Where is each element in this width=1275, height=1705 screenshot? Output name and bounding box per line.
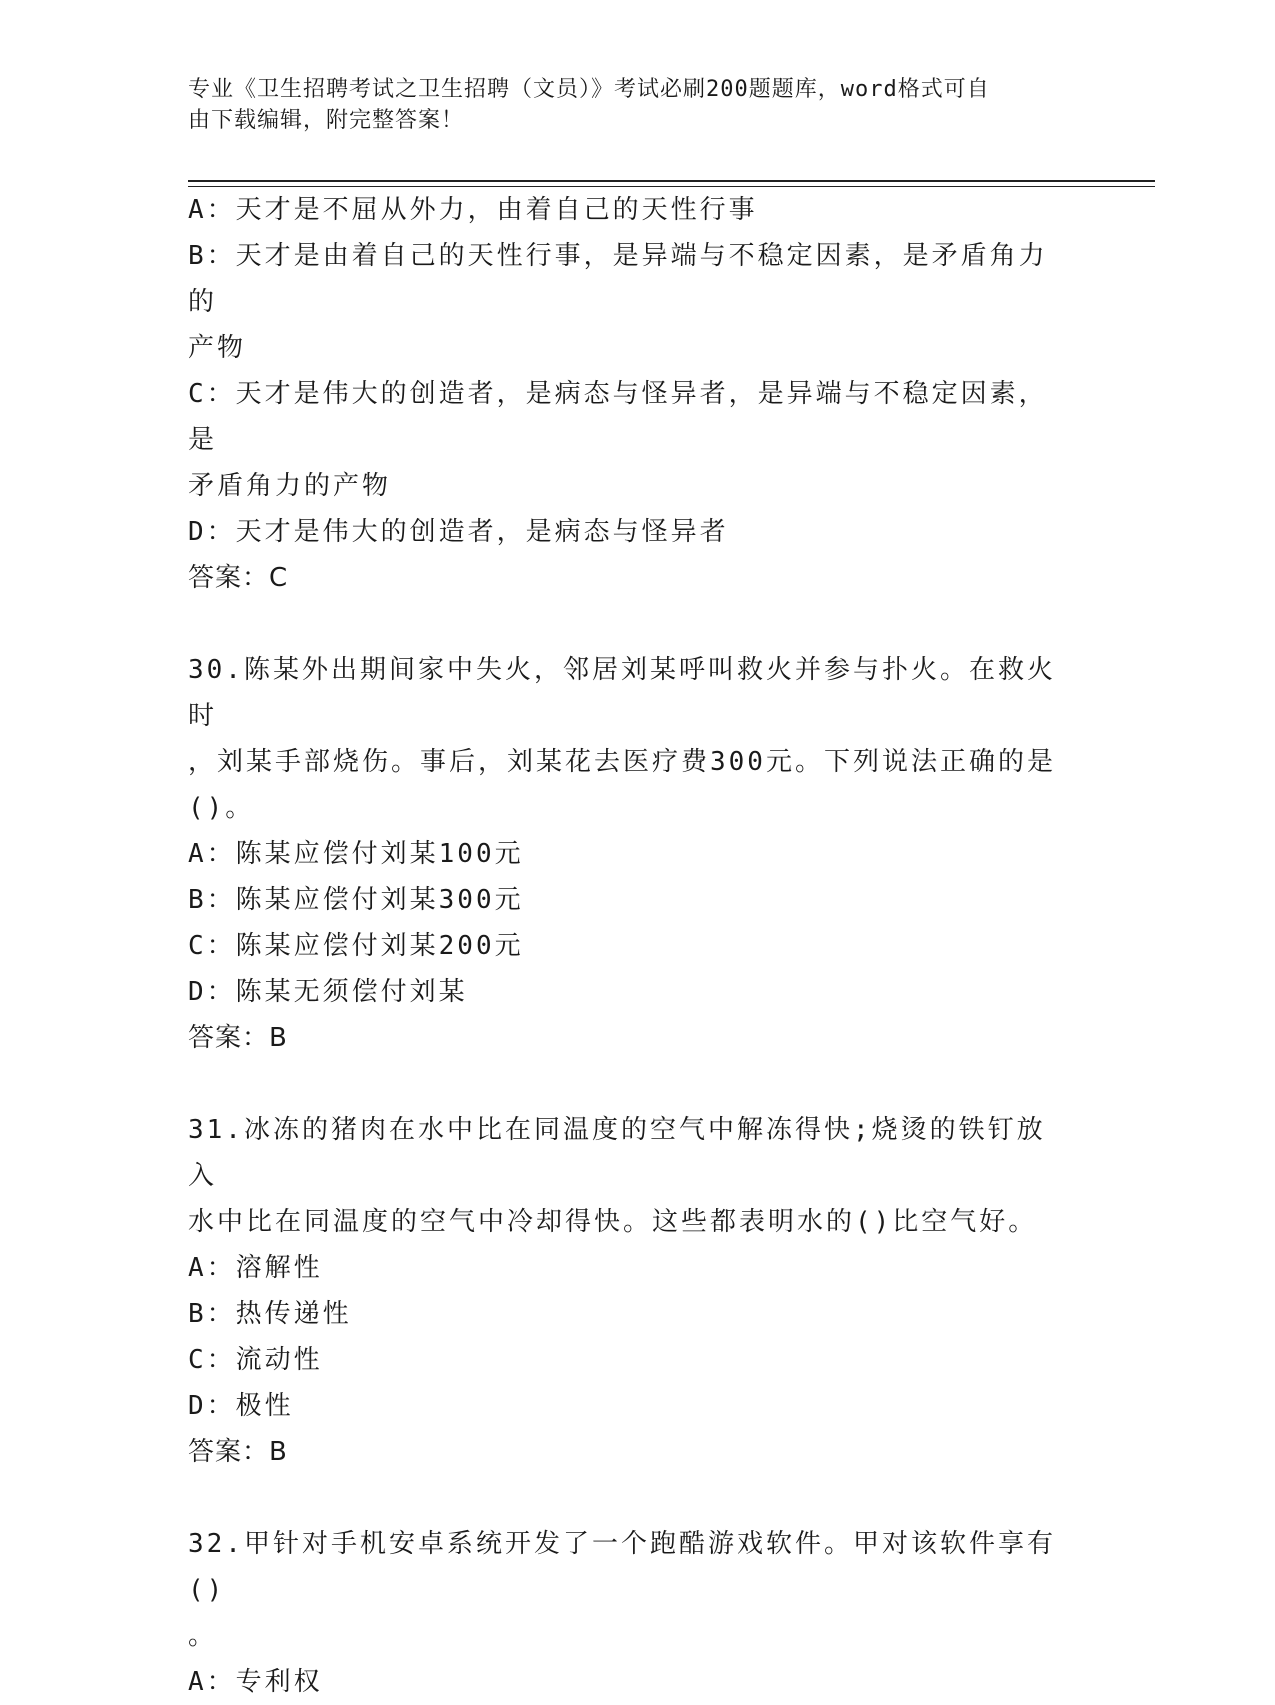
header-divider-thick [188,180,1155,182]
option-a: A：陈某应偿付刘某100元 [188,839,524,869]
answer: 答案：B [188,1437,288,1467]
question-stem-line-1: 32.甲针对手机安卓系统开发了一个跑酷游戏软件。甲对该软件享有() [188,1529,1056,1605]
option-b-line-2: 产物 [188,333,247,363]
answer: 答案：C [188,563,289,593]
option-d: D：天才是伟大的创造者，是病态与怪异者 [188,517,729,547]
question-30 [188,647,1068,1061]
option-b: B：热传递性 [188,1299,352,1329]
option-c-line-2: 矛盾角力的产物 [188,471,392,501]
question-content [188,187,1068,1705]
question-29 [188,187,1068,601]
question-31 [188,1107,1068,1475]
document-header [188,74,1068,136]
question-stem-line-1: 31.冰冻的猪肉在水中比在同温度的空气中解冻得快;烧烫的铁钉放入 [188,1115,1046,1191]
option-c: C：流动性 [188,1345,323,1375]
header-line-2: 由下载编辑，附完整答案！ [188,108,465,133]
question-stem-line-2: 水中比在同温度的空气中冷却得快。这些都表明水的()比空气好。 [188,1207,1038,1237]
option-b-line-1: B：天才是由着自己的天性行事，是异端与不稳定因素，是矛盾角力的 [188,241,1048,317]
question-stem-line-2: ，刘某手部烧伤。事后，刘某花去医疗费300元。下列说法正确的是 [188,747,1056,777]
question-stem-line-1: 30.陈某外出期间家中失火，邻居刘某呼叫救火并参与扑火。在救火时 [188,655,1056,731]
option-a: A：专利权 [188,1667,323,1697]
question-32 [188,1521,1068,1705]
option-d: D：陈某无须偿付刘某 [188,977,468,1007]
spacer [188,601,1068,647]
header-line-1: 专业《卫生招聘考试之卫生招聘（文员）》考试必刷200题题库，word格式可自 [188,77,990,102]
option-c: C：陈某应偿付刘某200元 [188,931,524,961]
option-a: A：天才是不屈从外力，由着自己的天性行事 [188,195,758,225]
spacer [188,1475,1068,1521]
option-d: D：极性 [188,1391,294,1421]
answer: 答案：B [188,1023,288,1053]
option-b: B：陈某应偿付刘某300元 [188,885,524,915]
question-stem-line-2: 。 [188,1621,218,1651]
spacer [188,1061,1068,1107]
question-stem-line-3: ()。 [188,793,255,823]
option-c-line-1: C：天才是伟大的创造者，是病态与怪异者，是异端与不稳定因素，是 [188,379,1048,455]
option-a: A：溶解性 [188,1253,323,1283]
